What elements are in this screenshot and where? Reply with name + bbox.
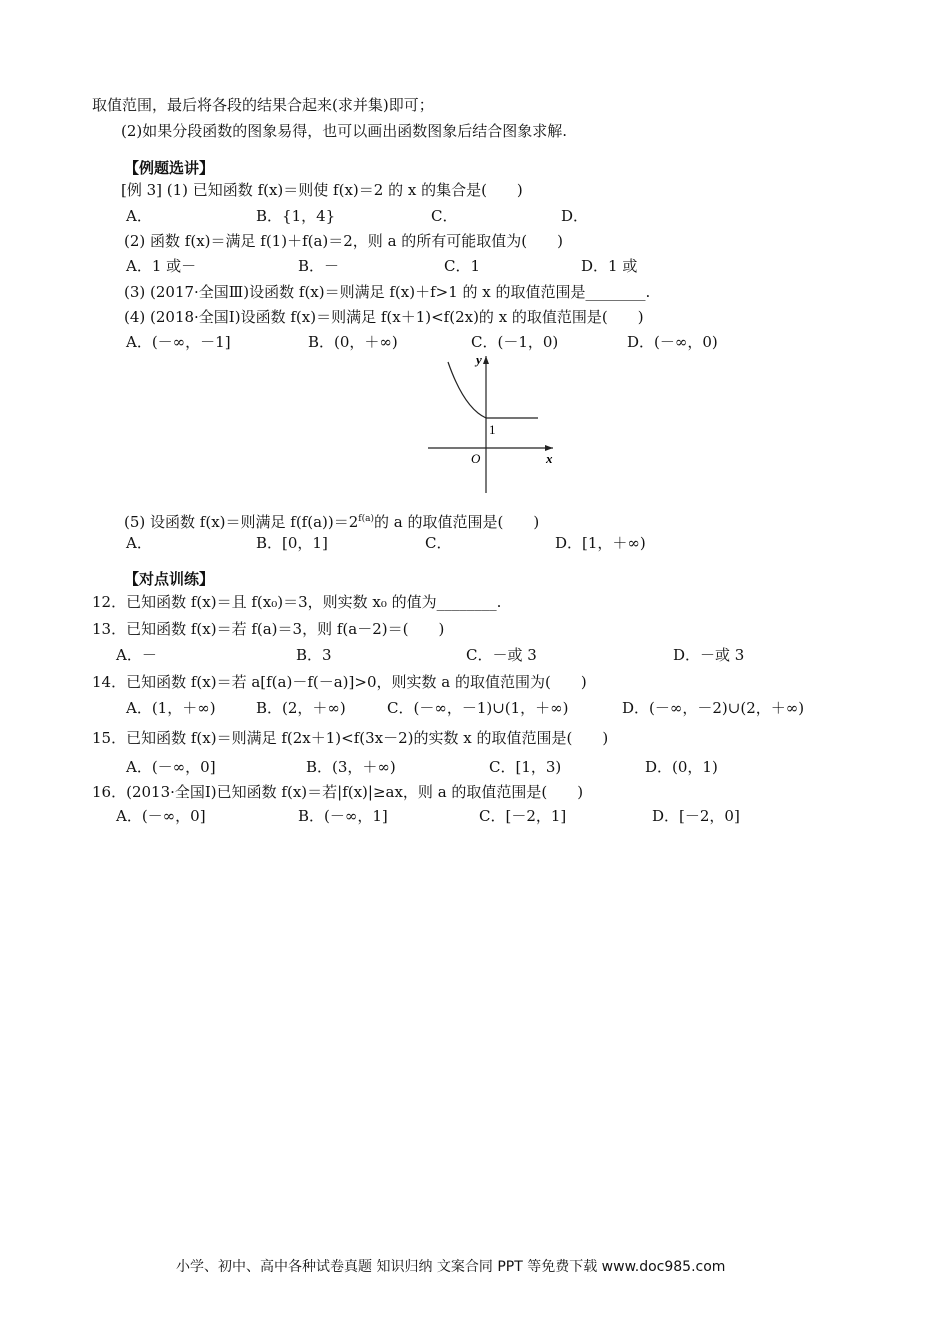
example-q2-option-b: B．－ [298, 257, 340, 275]
practice-q15-option-b: B．(3，＋∞) [306, 758, 396, 776]
example-q5-text-post: 的 a 的取值范围是( ) [374, 513, 540, 531]
practice-q15-text: 15．已知函数 f(x)＝则满足 f(2x＋1)<f(3x－2)的实数 x 的取值范围是( ) [92, 729, 609, 747]
practice-q14-option-a: A．(1，＋∞) [126, 699, 216, 717]
example-q1-option-d: D． [561, 207, 589, 225]
practice-q15-option-a: A．(－∞，0] [126, 758, 216, 776]
practice-q16-option-d: D．[－2，0] [652, 807, 740, 825]
y-axis-arrow [483, 356, 489, 364]
level-label: 1 [489, 422, 496, 437]
example-q4-option-c: C．(－1，0) [471, 333, 559, 351]
x-axis-label: x [546, 451, 553, 466]
practice-q13-option-c: C．－或 3 [466, 646, 537, 664]
practice-q13-option-b: B．3 [296, 646, 332, 664]
intro-line-1: 取值范围，最后将各段的结果合起来(求并集)即可； [92, 96, 434, 114]
practice-q15-option-d: D．(0，1) [645, 758, 718, 776]
example-q1-text: [例 3] (1) 已知函数 f(x)＝则使 f(x)＝2 的 x 的集合是( ) [121, 181, 523, 199]
practice-q15-option-c: C．[1，3) [489, 758, 562, 776]
intro-line-2: (2)如果分段函数的图象易得，也可以画出函数图象后结合图象求解. [121, 122, 568, 140]
function-graph [420, 348, 570, 496]
example-q2-option-a: A．1 或－ [126, 257, 197, 275]
example-q5-option-a: A． [126, 534, 152, 552]
example-q5-option-d: D．[1，＋∞) [555, 534, 646, 552]
practice-q13-option-a: A．－ [116, 646, 157, 664]
practice-q14-option-b: B．(2，＋∞) [256, 699, 346, 717]
y-axis-label: y [476, 352, 482, 367]
example-q2-option-c: C．1 [444, 257, 481, 275]
example-q5-superscript: f(a) [358, 514, 375, 524]
practice-q16-option-c: C．[－2，1] [479, 807, 567, 825]
practice-q12-text: 12．已知函数 f(x)＝且 f(x₀)＝3，则实数 x₀ 的值为________. [92, 593, 502, 611]
practice-q13-text: 13．已知函数 f(x)＝若 f(a)＝3，则 f(a－2)＝( ) [92, 620, 445, 638]
curve-left-branch [448, 362, 486, 418]
practice-q14-text: 14．已知函数 f(x)＝若 a[f(a)－f(－a)]>0，则实数 a 的取值范围为( ) [92, 673, 587, 691]
practice-q13-option-d: D．－或 3 [673, 646, 745, 664]
example-q1-option-b: B．{1，4} [256, 207, 336, 225]
footer-text: 小学、初中、高中各种试卷真题 知识归纳 文案合同 PPT 等免费下载 www.doc985.com [176, 1259, 726, 1275]
origin-label: O [471, 451, 481, 466]
practice-heading: 【对点训练】 [124, 570, 215, 588]
example-q4-text: (4) (2018·全国Ⅰ)设函数 f(x)＝则满足 f(x＋1)<f(2x)的 x 的取值范围是( ) [124, 308, 644, 326]
example-q2-option-d: D．1 或 [581, 257, 638, 275]
example-q1-option-c: C． [431, 207, 458, 225]
example-q4-option-a: A．(－∞，－1] [126, 333, 231, 351]
practice-q16-text: 16．(2013·全国Ⅰ)已知函数 f(x)＝若|f(x)|≥ax，则 a 的取值范围是( ) [92, 783, 584, 801]
practice-q14-option-c: C．(－∞，－1)∪(1，＋∞) [387, 699, 569, 717]
example-q5-text-pre: (5) 设函数 f(x)＝则满足 f(f(a))＝2 [124, 513, 359, 531]
practice-q16-option-b: B．(－∞，1] [298, 807, 388, 825]
example-q5-option-c: C． [425, 534, 452, 552]
example-q4-option-b: B．(0，＋∞) [308, 333, 398, 351]
example-q4-option-d: D．(－∞，0) [627, 333, 718, 351]
example-q2-text: (2) 函数 f(x)＝满足 f(1)＋f(a)＝2，则 a 的所有可能取值为( ) [124, 232, 563, 250]
example-q3-text: (3) (2017·全国Ⅲ)设函数 f(x)＝则满足 f(x)＋f>1 的 x 的取值范围是________. [124, 283, 651, 301]
practice-q16-option-a: A．(－∞，0] [116, 807, 206, 825]
example-q1-option-a: A． [126, 207, 152, 225]
example-q5-text [124, 509, 539, 532]
practice-q14-option-d: D．(－∞，－2)∪(2，＋∞) [622, 699, 805, 717]
example-heading: 【例题选讲】 [124, 159, 215, 177]
example-q5-option-b: B．[0，1] [256, 534, 328, 552]
